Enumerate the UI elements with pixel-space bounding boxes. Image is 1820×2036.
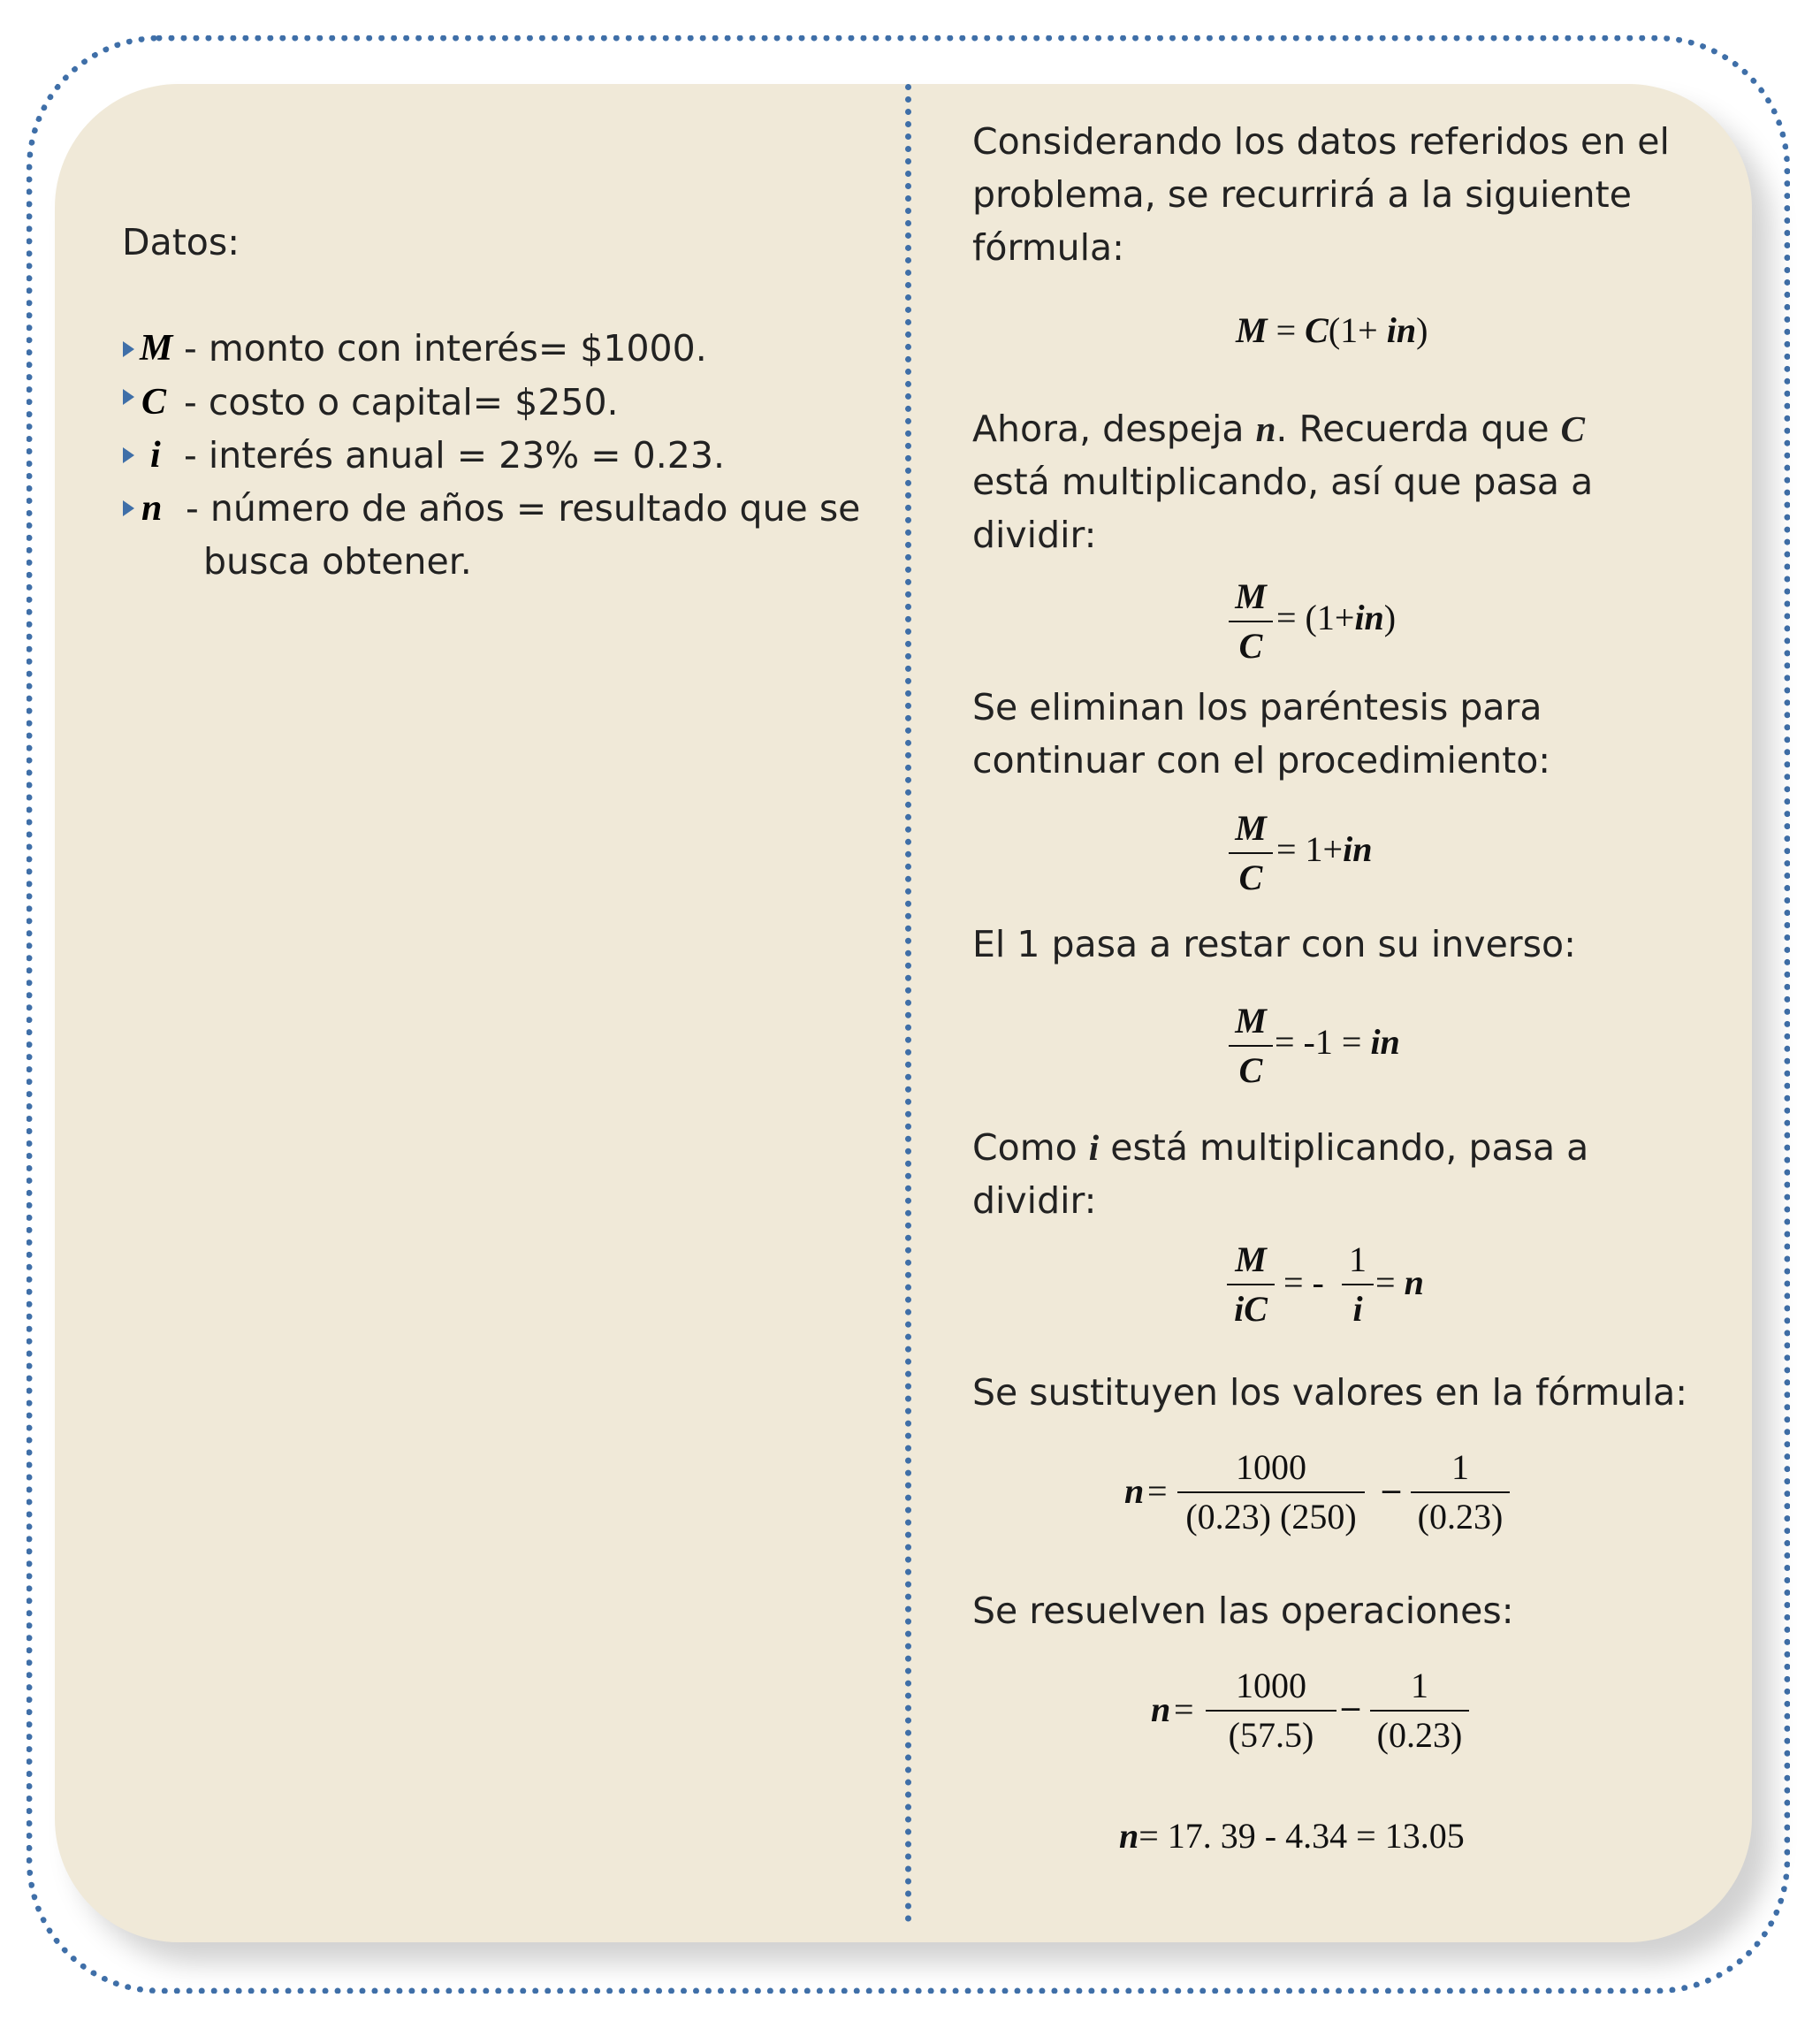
formula-var: C bbox=[1305, 310, 1329, 350]
step-text: . Recuerda que bbox=[1276, 408, 1561, 450]
formula-op: – bbox=[1342, 1686, 1359, 1726]
fraction-bar bbox=[1370, 1710, 1469, 1712]
step-line: dividir: bbox=[972, 1179, 1097, 1222]
fraction-1-over-rate bbox=[1370, 1664, 1469, 1758]
bullet-icon bbox=[123, 341, 134, 357]
intro-line: Considerando los datos referidos en el bbox=[972, 120, 1670, 163]
fraction-bar bbox=[1177, 1491, 1365, 1493]
formula-var: in bbox=[1343, 829, 1373, 869]
step-line: continuar con el procedimiento: bbox=[972, 739, 1551, 782]
denominator: (0.23) bbox=[1417, 1497, 1504, 1537]
bullet-icon bbox=[123, 447, 134, 463]
numerator: 1 bbox=[1349, 1239, 1367, 1279]
fraction-1000-over-product bbox=[1206, 1664, 1336, 1758]
fraction-bar bbox=[1229, 1045, 1273, 1047]
bullet-icon bbox=[123, 389, 134, 405]
fraction-bar bbox=[1227, 1284, 1275, 1285]
inline-var: n bbox=[1255, 408, 1276, 449]
formula-op: = - bbox=[1283, 1262, 1324, 1302]
datos-heading: Datos: bbox=[122, 221, 240, 263]
step-text: Ahora, despeja bbox=[972, 408, 1256, 450]
formula-text: = 17. 39 - 4.34 = 13.05 bbox=[1138, 1816, 1465, 1856]
step-line: Se sustituyen los valores en la fórmula: bbox=[972, 1371, 1688, 1414]
denominator: i bbox=[1352, 1289, 1363, 1329]
formula-text: ) bbox=[1383, 598, 1397, 637]
numerator: 1 bbox=[1411, 1666, 1428, 1705]
formula-op: = bbox=[1276, 310, 1297, 350]
numerator: 1000 bbox=[1236, 1666, 1306, 1705]
formula-var: n bbox=[1404, 1262, 1424, 1302]
fraction-m-over-c bbox=[1229, 999, 1273, 1093]
var-n: n bbox=[141, 488, 163, 529]
formula-rhs bbox=[1276, 597, 1396, 638]
var-c: C bbox=[141, 382, 167, 423]
inline-var: C bbox=[1560, 408, 1586, 449]
denominator: (0.23) bbox=[1376, 1715, 1463, 1755]
numerator: 1 bbox=[1451, 1447, 1469, 1487]
formula-op: = bbox=[1147, 1471, 1168, 1511]
numerator: M bbox=[1235, 576, 1267, 616]
intro-line: fórmula: bbox=[972, 226, 1124, 269]
step-text: Como bbox=[972, 1126, 1089, 1169]
numerator: M bbox=[1235, 808, 1267, 848]
fraction-bar bbox=[1206, 1710, 1336, 1712]
step-line: dividir: bbox=[972, 514, 1097, 556]
formula-rhs bbox=[1375, 1262, 1424, 1303]
step-text: está multiplicando, pasa a bbox=[1099, 1126, 1589, 1169]
column-divider bbox=[905, 84, 911, 1923]
formula-var: in bbox=[1386, 310, 1417, 350]
step-line: Se resuelven las operaciones: bbox=[972, 1590, 1514, 1632]
denominator: (0.23) (250) bbox=[1185, 1497, 1357, 1537]
step-paragraph bbox=[972, 1121, 1588, 1174]
fraction-m-over-c bbox=[1229, 575, 1273, 668]
numerator: M bbox=[1235, 1001, 1267, 1041]
formula-op: = bbox=[1174, 1689, 1194, 1729]
fraction-1000-over-product bbox=[1177, 1445, 1365, 1539]
denominator: (57.5) bbox=[1228, 1715, 1314, 1755]
formula-var: n bbox=[1119, 1816, 1139, 1856]
numerator: M bbox=[1235, 1239, 1267, 1279]
step-paragraph bbox=[972, 402, 1585, 455]
formula-var: in bbox=[1354, 598, 1384, 637]
var-m: M bbox=[140, 328, 173, 369]
item-text: - interés anual = 23% = 0.23. bbox=[184, 434, 725, 477]
formula-text: ) bbox=[1416, 310, 1428, 350]
fraction-1-over-rate bbox=[1411, 1445, 1510, 1539]
formula-text: = bbox=[1375, 1262, 1405, 1302]
bullet-icon bbox=[123, 500, 134, 516]
formula-text: = 1+ bbox=[1276, 829, 1344, 869]
formula-rhs bbox=[1276, 828, 1372, 870]
formula-var: n bbox=[1151, 1689, 1171, 1729]
fraction-m-over-c bbox=[1229, 806, 1273, 900]
inline-var: i bbox=[1088, 1127, 1100, 1168]
item-text: - costo o capital= $250. bbox=[184, 381, 619, 423]
fraction-1-over-i bbox=[1342, 1238, 1374, 1331]
fraction-bar bbox=[1342, 1284, 1374, 1285]
formula-text: = -1 = bbox=[1275, 1022, 1371, 1062]
final-result bbox=[1119, 1815, 1465, 1857]
step-line: El 1 pasa a restar con su inverso: bbox=[972, 923, 1576, 965]
formula-text: (1+ bbox=[1328, 310, 1387, 350]
denominator: C bbox=[1238, 858, 1263, 897]
fraction-bar bbox=[1411, 1491, 1510, 1493]
formula-var: M bbox=[1236, 310, 1268, 350]
formula-text: = (1+ bbox=[1276, 598, 1355, 637]
fraction-bar bbox=[1229, 621, 1273, 622]
item-text: - monto con interés= $1000. bbox=[184, 327, 707, 370]
formula-rhs bbox=[1275, 1021, 1400, 1063]
fraction-m-over-ic bbox=[1227, 1238, 1275, 1331]
step-line: Se eliminan los paréntesis para bbox=[972, 686, 1542, 728]
fraction-bar bbox=[1229, 852, 1273, 854]
var-i: i bbox=[150, 435, 161, 476]
intro-line: problema, se recurrirá a la siguiente bbox=[972, 173, 1632, 216]
item-text: - número de años = resultado que se bbox=[186, 487, 861, 530]
numerator: 1000 bbox=[1236, 1447, 1306, 1487]
formula-main bbox=[1236, 309, 1428, 351]
denominator: iC bbox=[1234, 1289, 1268, 1329]
denominator: C bbox=[1238, 1050, 1263, 1090]
formula-var: in bbox=[1370, 1022, 1400, 1062]
formula-op: – bbox=[1382, 1468, 1400, 1508]
formula-var: n bbox=[1124, 1471, 1145, 1511]
step-line: está multiplicando, así que pasa a bbox=[972, 461, 1594, 503]
item-text-continued: busca obtener. bbox=[203, 540, 472, 583]
denominator: C bbox=[1238, 626, 1263, 666]
